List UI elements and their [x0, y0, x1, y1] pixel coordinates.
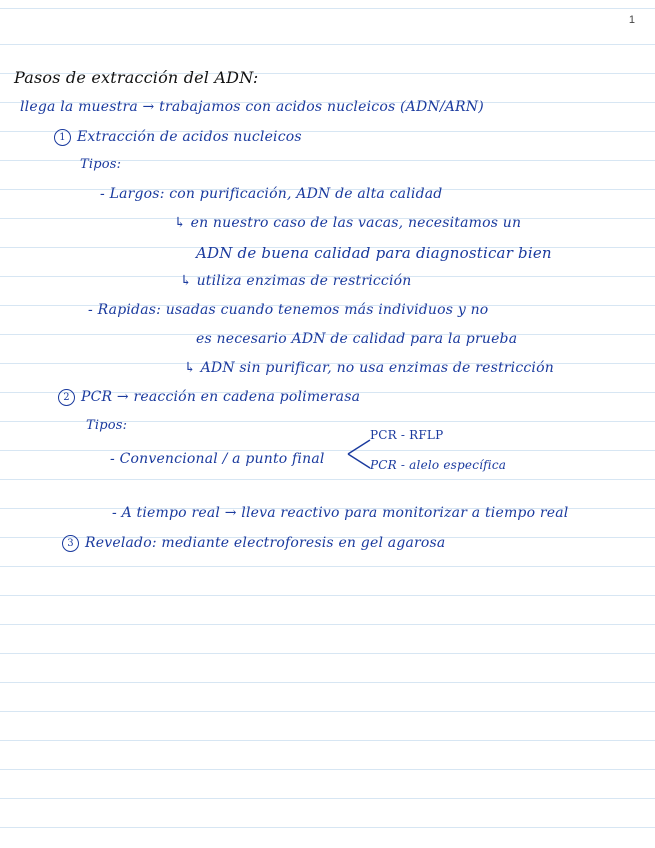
tipos-label-2: Tipos: [86, 418, 128, 433]
step-1-text: Extracción de acidos nucleicos [77, 129, 302, 145]
rapidas-line-b: es necesario ADN de calidad para la prueba [196, 331, 518, 347]
step-2-text: PCR → reacción en cadena polimerasa [81, 389, 361, 405]
intro-line: llega la muestra → trabajamos con acidos nucleicos (ADN/ARN) [20, 99, 484, 115]
tiempo-real-line: - A tiempo real → lleva reactivo para monitorizar a tiempo real [112, 505, 569, 521]
page-title: Pasos de extracción del ADN: [14, 68, 259, 87]
step-1-number: 1 [54, 129, 71, 146]
step-1-heading [54, 129, 302, 146]
step-3-number: 3 [62, 535, 79, 552]
step-2-number: 2 [58, 389, 75, 406]
largos-line: - Largos: con purificación, ADN de alta calidad [100, 186, 443, 202]
largos-note-2: ↳ utiliza enzimas de restricción [180, 273, 412, 289]
largos-note-1b: ADN de buena calidad para diagnosticar bien [196, 244, 552, 262]
convencional-line: - Convencional / a punto final [110, 451, 325, 467]
step-3-text: Revelado: mediante electroforesis en gel agarosa [85, 535, 446, 551]
tipos-label-1: Tipos: [80, 157, 122, 172]
step-3-heading [62, 535, 445, 552]
rapidas-note: ↳ ADN sin purificar, no usa enzimas de restricción [184, 360, 554, 376]
page-number: 1 [628, 14, 635, 26]
pcr-alelo-label: PCR - alelo específica [370, 458, 507, 472]
rapidas-line-a: - Rapidas: usadas cuando tenemos más individuos y no [88, 302, 489, 318]
pcr-rflp-label: PCR - RFLP [370, 428, 444, 442]
largos-note-1a: ↳ en nuestro caso de las vacas, necesitamos un [174, 215, 522, 231]
step-2-heading [58, 389, 360, 406]
